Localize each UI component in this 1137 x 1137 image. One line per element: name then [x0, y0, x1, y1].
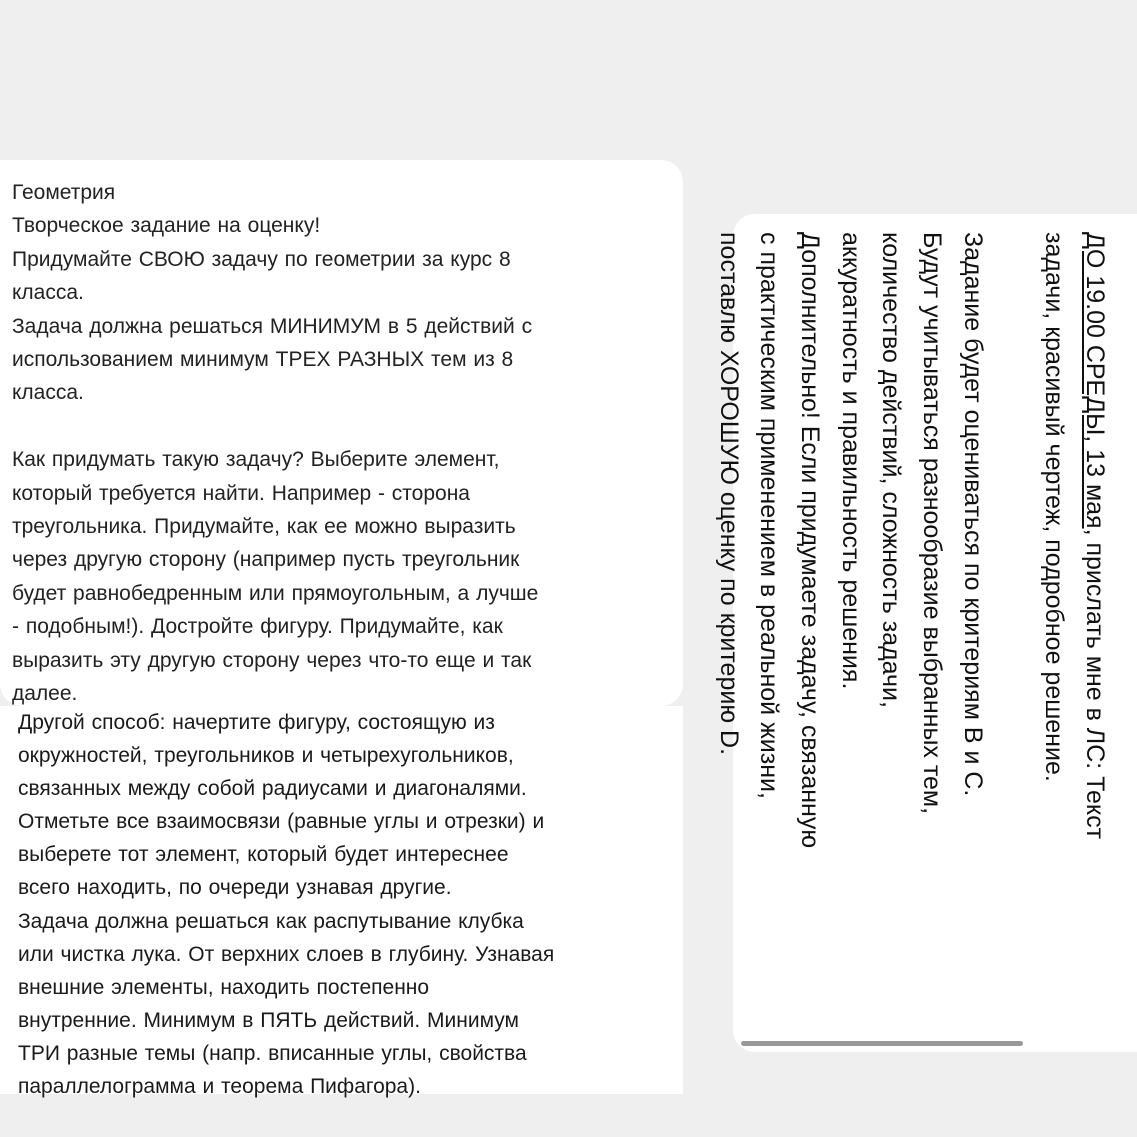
instruction-message-card: [0, 160, 683, 706]
text-line: Дополнительно! Если придумаете задачу, связанную: [796, 232, 825, 849]
text-line: использованием минимум ТРЕХ РАЗНЫХ тем из 8: [12, 348, 514, 372]
text-line: поставлю ХОРОШУЮ оценку по критерию D.: [714, 232, 743, 756]
text-line: окружностей, треугольников и четырехугольников,: [18, 744, 514, 768]
text-line: Придумайте СВОЮ задачу по геометрии за курс 8: [12, 247, 511, 271]
text-line: внутренние. Минимум в ПЯТЬ действий. Минимум: [18, 1008, 519, 1032]
text-line: Как придумать такую задачу? Выберите элемент,: [12, 448, 500, 472]
text-line: аккуратность и правильность решения.: [836, 232, 865, 690]
text-line: Будут учитываться разнообразие выбранных тем,: [918, 232, 947, 815]
text-line: всего находить, по очереди узнавая другие.: [18, 876, 452, 900]
rotated-text: [708, 232, 1115, 1032]
text-line: класса.: [12, 281, 84, 305]
text-line: задачи, красивый чертеж, подробное решение.: [1040, 232, 1069, 782]
horizontal-scrollbar[interactable]: [741, 1041, 1023, 1046]
text-line: который требуется найти. Например - сторона: [12, 481, 470, 505]
text-line: Задача должна решаться как распутывание клубка: [18, 909, 524, 933]
alternative-method-card: [0, 706, 683, 1099]
text-line: - подобным!). Достройте фигуру. Придумайте, как: [12, 615, 503, 639]
text-line: связанных между собой радиусами и диагоналями.: [18, 777, 527, 801]
deadline-text: ДО 19.00 СРЕДЫ, 13 мая: [1081, 232, 1109, 529]
text-line: класса.: [12, 381, 84, 405]
text-line: Творческое задание на оценку!: [12, 214, 321, 238]
text-line: внешние элементы, находить постепенно: [18, 975, 430, 999]
text-line: ТРИ разные темы (напр. вписанные углы, свойства: [18, 1041, 527, 1065]
deadline-criteria-card: [714, 214, 1137, 1052]
submission-text: , прислать мне в ЛС: Текст: [1081, 528, 1109, 840]
text-line: [993, 232, 1034, 1032]
text-line: Задача должна решаться МИНИМУМ в 5 действий с: [12, 314, 533, 338]
text-line: будет равнобедренным или прямоугольным, а лучше: [12, 581, 539, 605]
text-line: Другой способ: начертите фигуру, состоящую из: [18, 711, 495, 734]
text-line: выразить эту другую сторону через что-то еще и так: [12, 648, 532, 672]
text-line: параллелограмма и теорема Пифагора).: [18, 1075, 421, 1099]
text-line: с практическим применением в реальной жизни,: [755, 232, 784, 799]
text-line: выберете тот элемент, который будет интереснее: [18, 843, 509, 867]
text-line: треугольника. Придумайте, как ее можно выразить: [12, 515, 516, 539]
text-line: через другую сторону (например пусть треугольник: [12, 548, 520, 572]
text-line: Отметьте все взаимосвязи (равные углы и отрезки) и: [18, 810, 545, 834]
alternative-method-text: [18, 706, 678, 1103]
text-line: Задание будет оцениваться по критериям B и C.: [958, 232, 987, 797]
text-line: количество действий, сложность задачи,: [877, 232, 906, 708]
text-line: [1074, 232, 1115, 1032]
text-line: [12, 410, 662, 443]
instruction-text: [12, 176, 662, 711]
text-line: далее.: [12, 682, 78, 706]
text-line: или чистка лука. От верхних слоев в глубину. Узнавая: [18, 942, 555, 966]
text-line: Геометрия: [12, 181, 116, 204]
